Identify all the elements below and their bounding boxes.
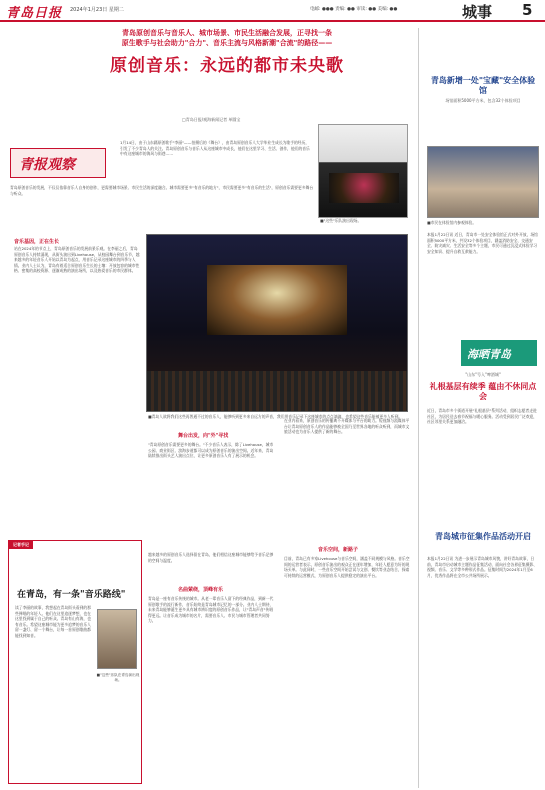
kicker-line-2: 原生歌手与社会助力"合力"、音乐主流与风格新潮"合流"的路径——	[121, 39, 333, 47]
section-title: 城事	[462, 3, 493, 21]
intro-paragraph: 1月14日，由于山东籍原创歌手"李丽"——拍摄后的《舞台》，由青岛原创音乐人大学毕业生成长为歌手的经历，引发了不少青岛人的关注。青岛原创音乐与音乐人从这座城市中成长，他们在这里学习、生活、创作，他们的音乐中有这座城市的海风与街巷……	[120, 140, 310, 157]
photo-caption-small: ■"这些"乐队演出现场。	[320, 218, 362, 223]
right-body-2: 近日，青岛市多个街道开展"礼根基层"系列活动，组织志愿者走进社区，为居民送去春节祝福与暖心服务。活动受到居民广泛欢迎，社区邻里关系更加融洽。	[427, 408, 538, 425]
body-column-a2: 越来越多的原创音乐人选择留在青岛，他们相信这座城市能够给予音乐足够的空间与温度。	[148, 552, 274, 563]
editor-credits: 电邮: ●●● 责编: ●● 审读: ●● 美编: ●●	[310, 7, 398, 12]
stage-screen	[207, 265, 347, 335]
reporter-note-photo	[97, 609, 137, 669]
body-column-b: 在业内看来，原创音乐的传播离不开媒体与平台的助力。短视频与流媒体平台让青岛原创音乐人的作品能够被全国乃至世界各地的听众听到，而城市文旅活动也为音乐人提供了新的舞台。	[284, 418, 410, 435]
kicker-line-1: 青岛原创音乐与音乐人、城市场景、市民生活融合发展，正寻找一条	[122, 29, 332, 37]
column-logo-right-text: 海晒青岛	[467, 348, 511, 361]
reporter-note-tag: 记者手记	[9, 541, 33, 549]
right-body-1: 本报1月22日讯 近日，青岛市一处安全体验馆正式对外开放，场馆面积5000平方米，共设32个体验项目，涵盖消防安全、交通安全、防灾减灾、生活安全等多个主题，市民可通过沉浸式体验学习安全知识、提升自救互救能力。	[427, 232, 538, 254]
page-number: 5	[522, 1, 533, 19]
body-column-1: 站在2024年的节点上，青岛原创音乐的发展前景乐观。在李丽之后，青岛原创音乐人持续涌现，从街头演出到Livehouse，从校园舞台到音乐节，越来越多的年轻音乐人开始以青岛为起点，用音乐记录这座城市的四季与人情。业内人士认为，青岛有着适合原创音乐生长的土壤：开放包容的城市性格、密集的高校资源、逐渐成熟的演出场所，以及热爱音乐的市民群体。	[14, 246, 140, 274]
section-heading-2: 舞台出发，向"外"寻找	[178, 433, 229, 439]
right-news-column	[418, 28, 543, 788]
body-column-a3: 青岛是一座有音乐传统的城市。从老一辈音乐人留下的经典作品，到新一代原创歌手的流行新作，音乐始终是青岛城市记忆的一部分。业内人士期待，未来青岛能够诞生更多具有城市辨识度的原创音乐作品，让"青岛声音"传唱得更远。让音乐成为城市的名片，需要音乐人、市民与城市管理者共同努力。	[148, 596, 274, 624]
stage-lights	[329, 173, 399, 203]
lead-paragraph: 青岛原创音乐的发展，不仅仅依靠音乐人自身的创作，更需要城市场景、市民生活的深度融合。城市需要更多"有音乐的地方"，市民需要更多"有音乐的生活"，原创音乐需要更多舞台与听众。	[10, 185, 314, 196]
section-heading-4: 名曲萦绕，顶峰有乐	[178, 587, 224, 593]
body-column-a: "青岛原创音乐需要更多的舞台。"不少音乐人表示，除了Livehouse，城市公园、商业街区、滨海步道都可以成为原创音乐的演出空间。近年来，青岛陆续推出街头艺人演出点位，让更多原创音乐人有了展示的机会。	[148, 442, 274, 459]
photo-caption-large: ■青岛人欲将我们这些再普通不过的音乐人，能够听到更多来自远方的声音，我们用音乐记录下这座城市的点点滴滴，也希望这些音乐能被更多人听到。	[148, 414, 403, 419]
masthead	[0, 0, 545, 22]
audience-crowd	[147, 371, 407, 411]
section-heading-1: 音乐基因，正在生长	[14, 239, 60, 245]
right-headline-2: 礼根基层有续季 蕴由不休同点会	[429, 382, 537, 401]
newspaper-logo: 青岛日报	[6, 6, 63, 21]
reporter-note-title: 在青岛，有一条"音乐路线"	[17, 590, 126, 600]
right-headline-block	[427, 76, 539, 104]
issue-date: 2024年1月23日 星期二	[70, 7, 124, 13]
right-headline-3: 青岛城市征集作品活动开启	[435, 532, 531, 541]
byline: □青岛日报/观海新闻记者 单圆宝	[182, 117, 241, 122]
main-headline-block	[44, 28, 410, 76]
right-subhead-2: "山东"号入"啤酒城"	[465, 372, 501, 377]
column-logo	[10, 148, 106, 178]
main-title: 原创音乐：永远的都市未央歌	[110, 56, 344, 76]
right-deck: 场馆面积5000平方米，包含32个体验项目	[445, 98, 521, 103]
column-logo-text: 青报观察	[19, 157, 75, 173]
concert-photo-small	[318, 124, 408, 218]
column-logo-right	[461, 340, 537, 366]
reporter-note-photo-caption: ■"这些"乐队在青岛演出现场。	[96, 673, 140, 682]
reporter-note-text: 读了李丽的故事，我想起在青岛街头看到的那些弹唱的年轻人。他们在这里追逐梦想，也在这里找到属于自己的听众。青岛有山有海，也有音乐。希望这座城市能为更多追梦的音乐人留一盏灯、留一个舞台，让每一首原创歌曲都能找到知音。	[15, 605, 91, 638]
right-body-3: 本报1月22日讯 为进一步展示青岛城市风貌，讲好青岛故事，日前，青岛市启动城市主题作品征集活动，面向社会各界征集摄影、视频、音乐、文学等多种形式作品。征集时间为2024年1月至6月，优秀作品将在全市公共场所展示。	[427, 556, 538, 578]
safety-hall-photo	[427, 146, 539, 218]
concert-photo-large	[146, 234, 408, 412]
right-headline: 青岛新增一处"宝藏"安全体验馆	[430, 76, 536, 95]
section-heading-3: 音乐空间，新路子	[318, 547, 359, 553]
body-column-b2: 目前，青岛已有多家Livehouse与音乐空间，涵盖不同规模与风格。音乐空间的运营者表示，原创音乐演出的观众正在逐年增加，年轻人愿意为好的现场买单。与此同时，一些音乐空间开始尝试与文创、餐饮等业态结合，探索可持续的运营模式，为原创音乐人提供稳定的演出平台。	[284, 556, 410, 578]
safety-hall-caption: ■市民在体验馆内参观体验。	[427, 220, 477, 225]
reporter-note-box	[8, 540, 142, 784]
